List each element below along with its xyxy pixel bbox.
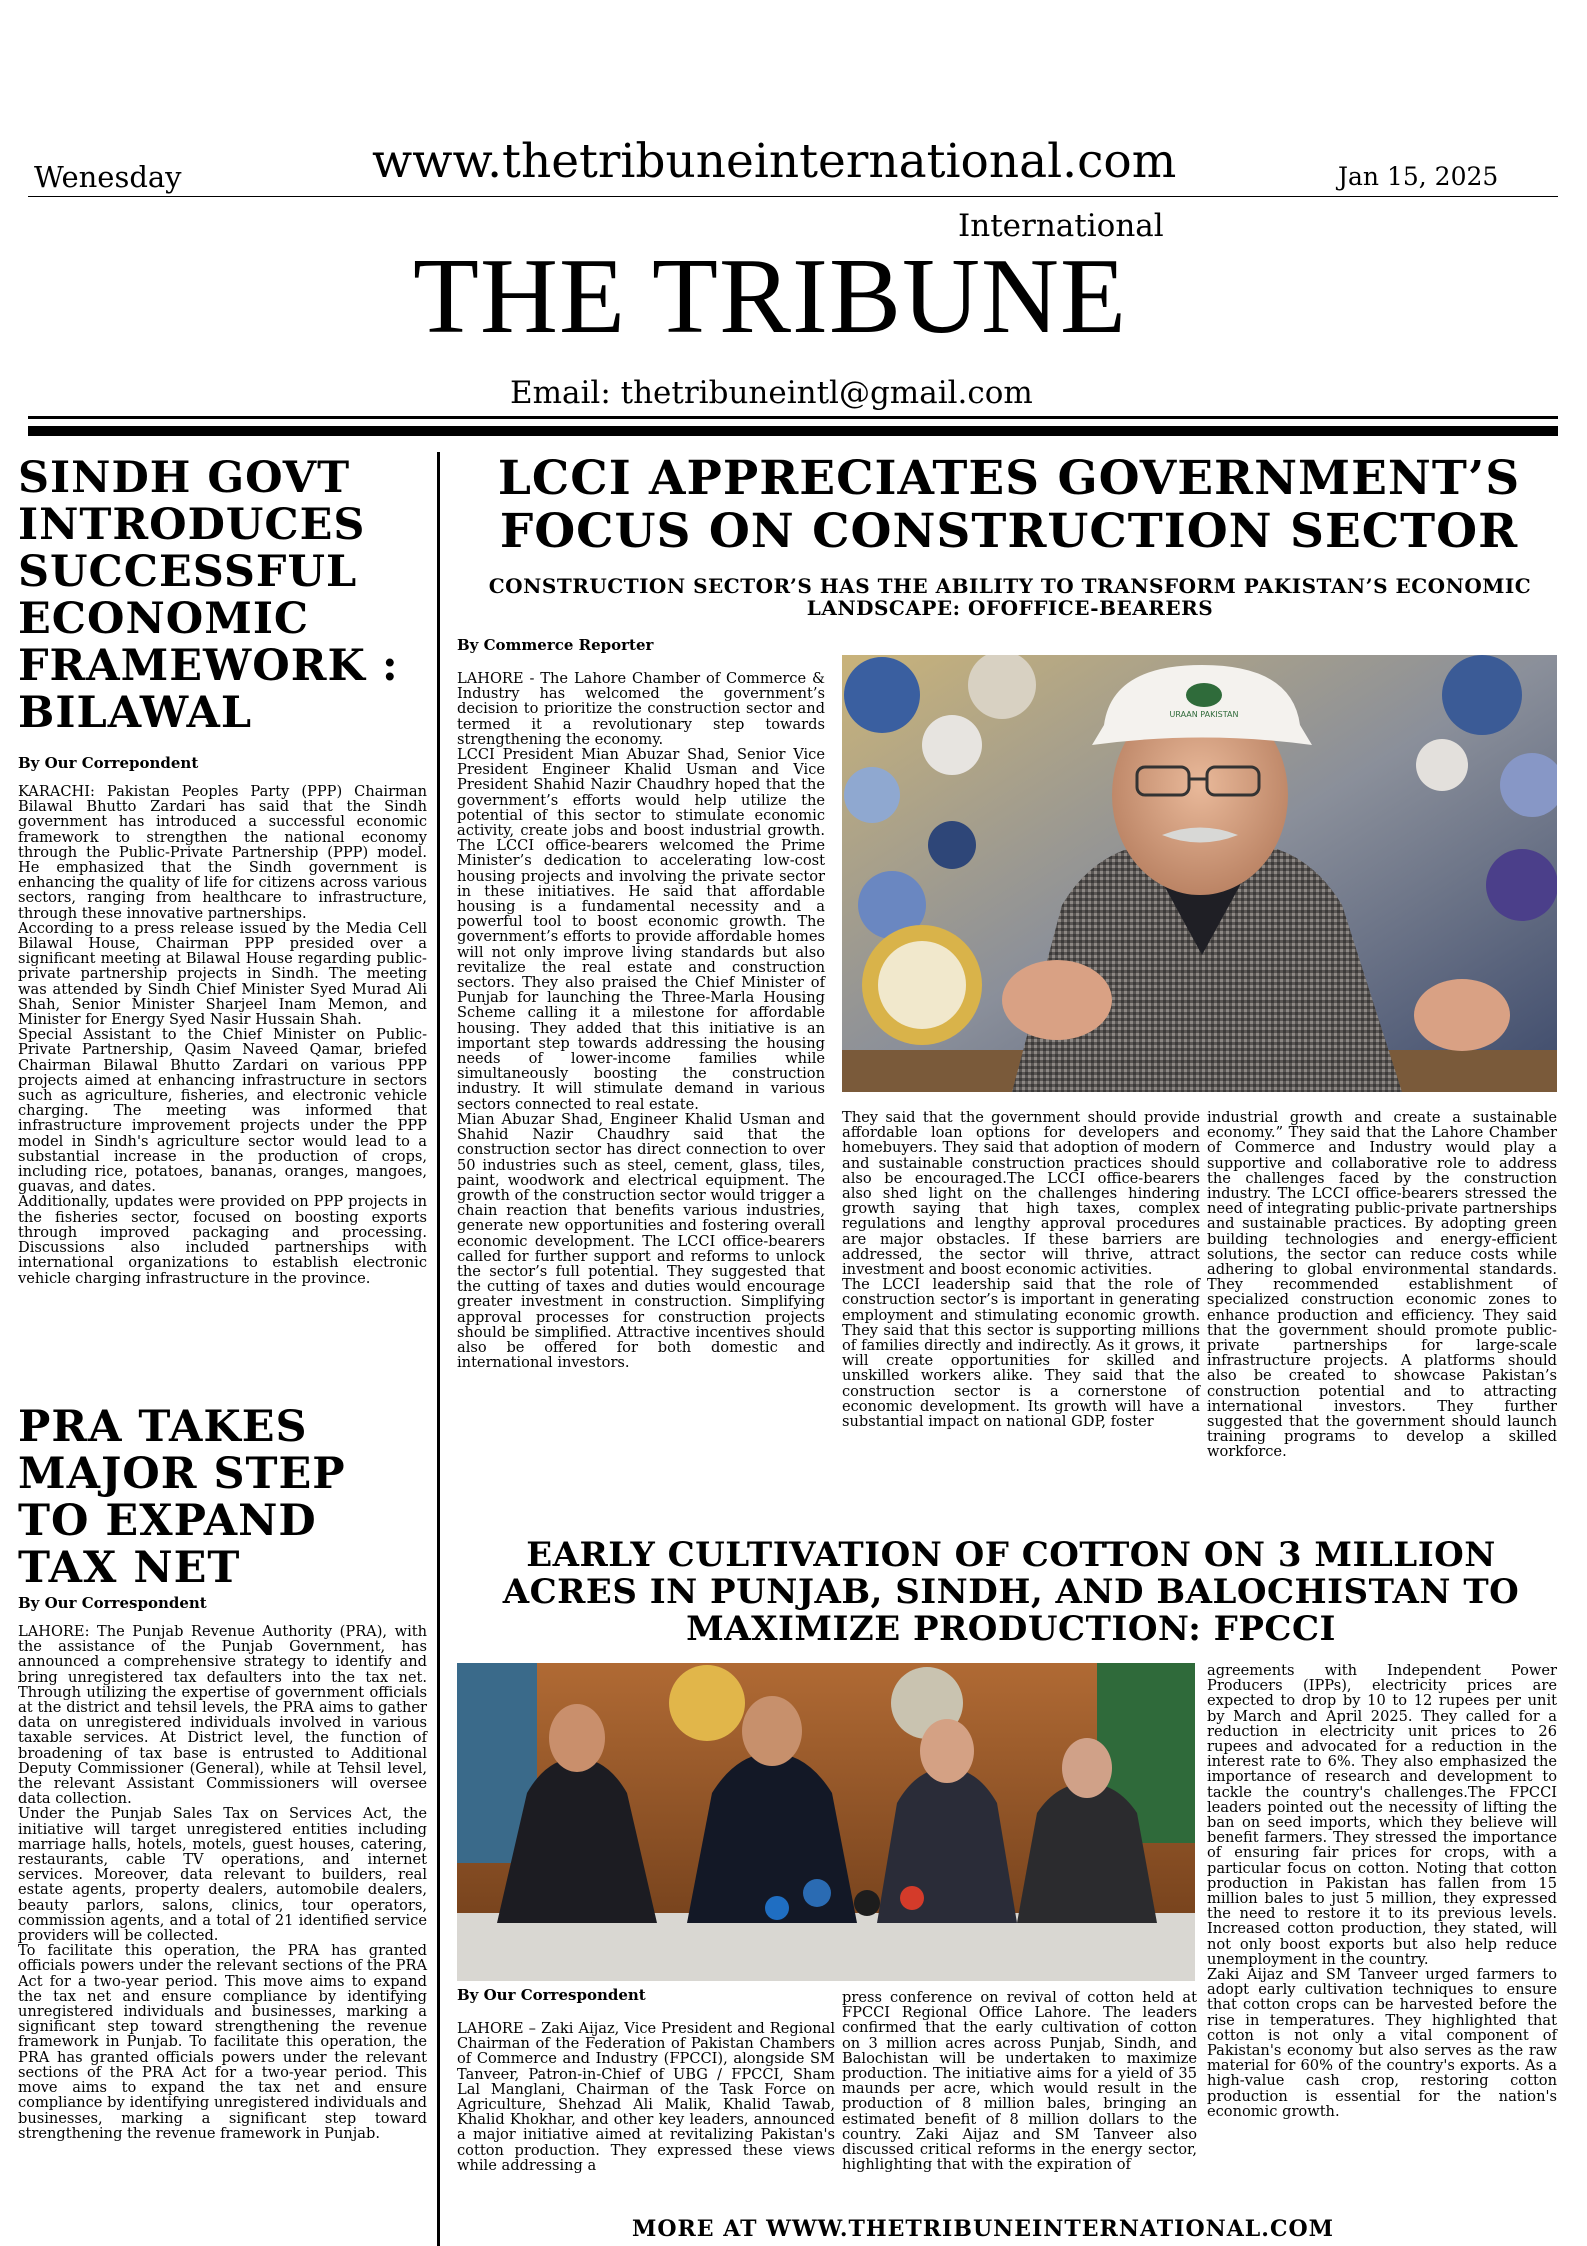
paragraph: KARACHI: Pakistan Peoples Party (PPP) Chairman Bilawal Bhutto Zardari has said that the Sindh government has introduced a successful economic framework to strengthen the national economy through the Public-Private Partnership (PPP) model. He emphasized that the Sindh government is enhancing the quality of life for citizens across various sectors, ranging from healthcare to infrastructure, through these innovative partnerships. — [18, 783, 427, 922]
column-divider — [437, 452, 440, 2246]
masthead-divider-thick — [28, 426, 1558, 436]
paragraph: LAHORE: The Punjab Revenue Authority (PRA), with the assistance of the Punjab Government, has announced a comprehensive strategy to identify and bring unregistered tax defaulters into the tax net. Through utilizing the expertise of government officials at the district and tehsil levels, the PRA aims to gather data on unregistered individuals involved in various taxable services. At District level, the function of broadening of tax base is entrusted to Additional Deputy Commissioner (General), while at Tehsil level, the relevant Assistant Commissioners will oversee data collection. — [18, 1623, 427, 1808]
cotton-column-1 — [457, 2021, 835, 2173]
press-conference-photo — [457, 1663, 1195, 1981]
masthead-international: International — [958, 208, 1164, 244]
lcci-president-photo — [842, 655, 1557, 1092]
lcci-column-2 — [842, 1110, 1200, 1429]
paragraph: industrial growth and create a sustainable economy.” They said that the Lahore Chamber of Commerce and Industry would play a supportive and collaborative role to address the challenges faced by the construction industry. The LCCI office-bearers stressed the need of integrating public-private partnerships and sustainable practices. By adopting green building technologies and energy-efficient solutions, the sector can reduce costs while adhering to global environmental standards. They recommended establishment of specialized construction economic zones to enhance production and efficiency. They said that the government should promote public-private partnerships for large-scale infrastructure projects. A platforms should also be created to showcase Pakistan’s construction potential and to attracting international investors. They further suggested that the government should launch training programs to develop a skilled workforce. — [1207, 1109, 1557, 1461]
lcci-column-1 — [457, 671, 825, 1370]
lcci-subhead: CONSTRUCTION SECTOR’S HAS THE ABILITY TO TRANSFORM PAKISTAN’S ECONOMIC LANDSCAPE: OFOFFICE-BEARERS — [488, 574, 1532, 620]
site-url[interactable]: www.thetribuneinternational.com — [372, 134, 1177, 189]
left-story-2-byline: By Our Correspondent — [18, 1594, 207, 1612]
lcci-column-3 — [1207, 1110, 1557, 1460]
paragraph: Mian Abuzar Shad, Engineer Khalid Usman and Shahid Nazir Chaudhry said that the construction sector has direct connection to over 50 industries such as steel, cement, glass, tiles, paint, woodwork and electrical equipment. The growth of the construction sector would trigger a chain reaction that benefits various industries, generate new opportunities and fostering overall economic development. The LCCI office-bearers called for further support and reforms to unlock the sector’s full potential. They suggested that the cutting of taxes and duties would encourage greater investment in construction. Simplifying approval processes for construction projects should be simplified. Attractive incentives should also be offered for both domestic and international investors. — [457, 1110, 825, 1372]
paragraph: Zaki Aijaz and SM Tanveer urged farmers to adopt early cultivation techniques to ensure that cotton crops can be harvested before the rise in temperatures. They highlighted that cotton is not only a vital component of Pakistan's economy but also serves as the raw material for 60% of the country's exports. As a high-value cash crop, restoring cotton production is essential for the nation's economic growth. — [1207, 1966, 1557, 2120]
paragraph: Under the Punjab Sales Tax on Services Act, the initiative will target unregistered entities including marriage halls, hotels, motels, guest houses, catering, restaurants, cable TV operations, and internet services. Moreover, data relevant to builders, real estate agents, property dealers, automobile dealers, beauty parlors, salons, clinics, tour operators, commission agents, and a total of 21 identified service providers will be collected. — [18, 1805, 427, 1945]
lcci-headline: LCCI APPRECIATES GOVERNMENT’S FOCUS ON CONSTRUCTION SECTOR — [497, 451, 1521, 559]
paragraph: To facilitate this operation, the PRA has granted officials powers under the relevant sections of the PRA Act for a two-year period. This move aims to expand the tax net and ensure compliance by identifying unregistered individuals and businesses, marking a significant step toward strengthening the revenue framework in Punjab. To facilitate this operation, the PRA has granted officials powers under the relevant sections of the PRA Act for a two-year period. This move aims to expand the tax net and ensure compliance by identifying unregistered individuals and businesses, marking a significant step toward strengthening the revenue framework in Punjab. — [18, 1942, 427, 2142]
photo-illustration — [842, 655, 1557, 1092]
left-story-1-byline: By Our Correpondent — [18, 754, 199, 772]
paragraph: agreements with Independent Power Producers (IPPs), electricity prices are expected to drop by 10 to 12 rupees per unit by March and April 2025. They called for a reduction in electricity unit prices to 26 rupees and advocated for a reduction in the interest rate to 6%. They also emphasized the importance of research and development to tackle the country's challenges.The FPCCI leaders pointed out the necessity of lifting the ban on seed imports, which they believe will benefit farmers. They stressed the importance of ensuring fair prices for crops, with a particular focus on cotton. Noting that cotton production in Pakistan has fallen from 15 million bales to just 5 million, they expressed the need to restore it to its previous levels. Increased cotton production, they stated, will not only boost exports but also help reduce unemployment in the country. — [1207, 1662, 1557, 1968]
masthead-rule — [28, 196, 1558, 197]
left-story-1-headline: SINDH GOVT INTRODUCES SUCCESSFUL ECONOMIC FRAMEWORK : BILAWAL — [18, 453, 399, 738]
cotton-column-3 — [1207, 1663, 1557, 2119]
paragraph: The LCCI leadership said that the role of construction sector’s is important in generating employment and stimulating economic growth. They said that this sector is supporting millions of families directly and indirectly. As it grows, it will create opportunities for skilled and unskilled workers alike. They said that the construction sector is a cornerstone of economic development. Its growth will have a substantial impact on national GDP, foster — [842, 1276, 1200, 1431]
paragraph: Special Assistant to the Chief Minister on Public-Private Partnership, Qasim Naveed Qamar, briefed Chairman Bilawal Bhutto Zardari on various PPP projects aimed at enhancing infrastructure in sectors such as agriculture, fisheries, and electronic vehicle charging. The meeting was informed that infrastructure improvement projects under the PPP model in Sindh's agriculture sector would lead to a substantial increase in the production of crops, including rice, potatoes, bananas, oranges, mangoes, guavas, and dates. — [18, 1026, 427, 1196]
issue-date: Jan 15, 2025 — [1338, 162, 1499, 191]
paragraph: LCCI President Mian Abuzar Shad, Senior Vice President Engineer Khalid Usman and Vice President Shahid Nazir Chaudhry hoped that the government’s efforts would help utilize the potential of this sector to stimulate economic activity, create jobs and boost industrial growth. The LCCI office-bearers welcomed the Prime Minister’s dedication to accelerating low-cost housing projects and involving the private sector in these initiatives. He said that affordable housing is a fundamental necessity and a powerful tool to boost economic growth. The government’s efforts to provide affordable homes will not only improve living standards but also revitalize the real estate and construction sectors. They also praised the Chief Minister of Punjab for launching the Three-Marla Housing Scheme calling it a milestone for affordable housing. They added that this initiative is an important step towards addressing the housing needs of lower-income families while simultaneously boosting the construction industry. It will stimulate demand in various sectors connected to real estate. — [457, 746, 825, 1113]
paragraph: press conference on revival of cotton held at FPCCI Regional Office Lahore. The leaders confirmed that the early cultivation of cotton on 3 million acres across Punjab, Sindh, and Balochistan will be undertaken to maximize production. The initiative aims for a yield of 35 maunds per acre, which would result in the production of 8 million bales, bringing an estimated benefit of 8 million dollars to the country. Zaki Aijaz and SM Tanveer also discussed critical reforms in the energy sector, highlighting that with the expiration of — [842, 1989, 1197, 2174]
cap-logo-text: URAAN PAKISTAN — [1169, 710, 1239, 719]
paragraph: LAHORE - The Lahore Chamber of Commerce & Industry has welcomed the government’s decision to prioritize the construction sector and termed it a revolutionary step towards strengthening the economy. — [457, 670, 825, 748]
cotton-column-2 — [842, 1990, 1197, 2172]
masthead-divider-thin — [28, 416, 1558, 419]
cotton-headline: EARLY CULTIVATION OF COTTON ON 3 MILLION ACRES IN PUNJAB, SINDH, AND BALOCHISTAN TO MAXIMIZE PRODUCTION: FPCCI — [502, 1535, 1520, 1649]
left-story-1-body — [18, 784, 427, 1286]
photo-illustration — [457, 1663, 1195, 1981]
left-story-2-body — [18, 1624, 427, 2141]
lcci-byline: By Commerce Reporter — [457, 636, 654, 654]
paragraph: Additionally, updates were provided on PPP projects in the fisheries sector, focused on boosting exports through improved packaging and processing. Discussions also included partnerships with international organizations to establish electronic vehicle charging infrastructure in the province. — [18, 1193, 427, 1287]
left-story-2-headline: PRA TAKES MAJOR STEP TO EXPAND TAX NET — [18, 1402, 346, 1593]
footer-more-link[interactable]: MORE AT WWW.THETRIBUNEINTERNATIONAL.COM — [632, 2216, 1334, 2242]
newspaper-name: THE TRIBUNE — [413, 237, 1127, 356]
paragraph: According to a press release issued by the Media Cell Bilawal House, Chairman PPP presided over a significant meeting at Bilawal House regarding public-private partnership projects in Sindh. The meeting was attended by Sindh Chief Minister Syed Murad Ali Shah, Senior Minister Sharjeel Inam Memon, and Minister for Energy Syed Nasir Hussain Shah. — [18, 919, 427, 1029]
cotton-byline: By Our Correspondent — [457, 1986, 646, 2004]
contact-email[interactable]: Email: thetribuneintl@gmail.com — [510, 375, 1033, 411]
paragraph: They said that the government should provide affordable loan options for developers and homebuyers. They said that adoption of modern and sustainable construction practices should also be encouraged.The LCCI office-bearers also shed light on the challenges hindering growth saying that high taxes, complex regulations and lengthy approval procedures are major obstacles. If these barriers are addressed, the sector will thrive, attract investment and boost economic activities. — [842, 1109, 1200, 1279]
paragraph: LAHORE – Zaki Aijaz, Vice President and Regional Chairman of the Federation of Pakistan Chambers of Commerce and Industry (FPCCI), alongside SM Tanveer, Patron-in-Chief of UBG / FPCCI, Sham Lal Manglani, Chairman of the Task Force on Agriculture, Shehzad Ali Malik, Khalid Tawab, Khalid Khokhar, and other key leaders, announced a major initiative aimed at revitalizing Pakistan's cotton production. They expressed these views while addressing a — [457, 2020, 835, 2174]
issue-day: Wenesday — [34, 160, 182, 194]
